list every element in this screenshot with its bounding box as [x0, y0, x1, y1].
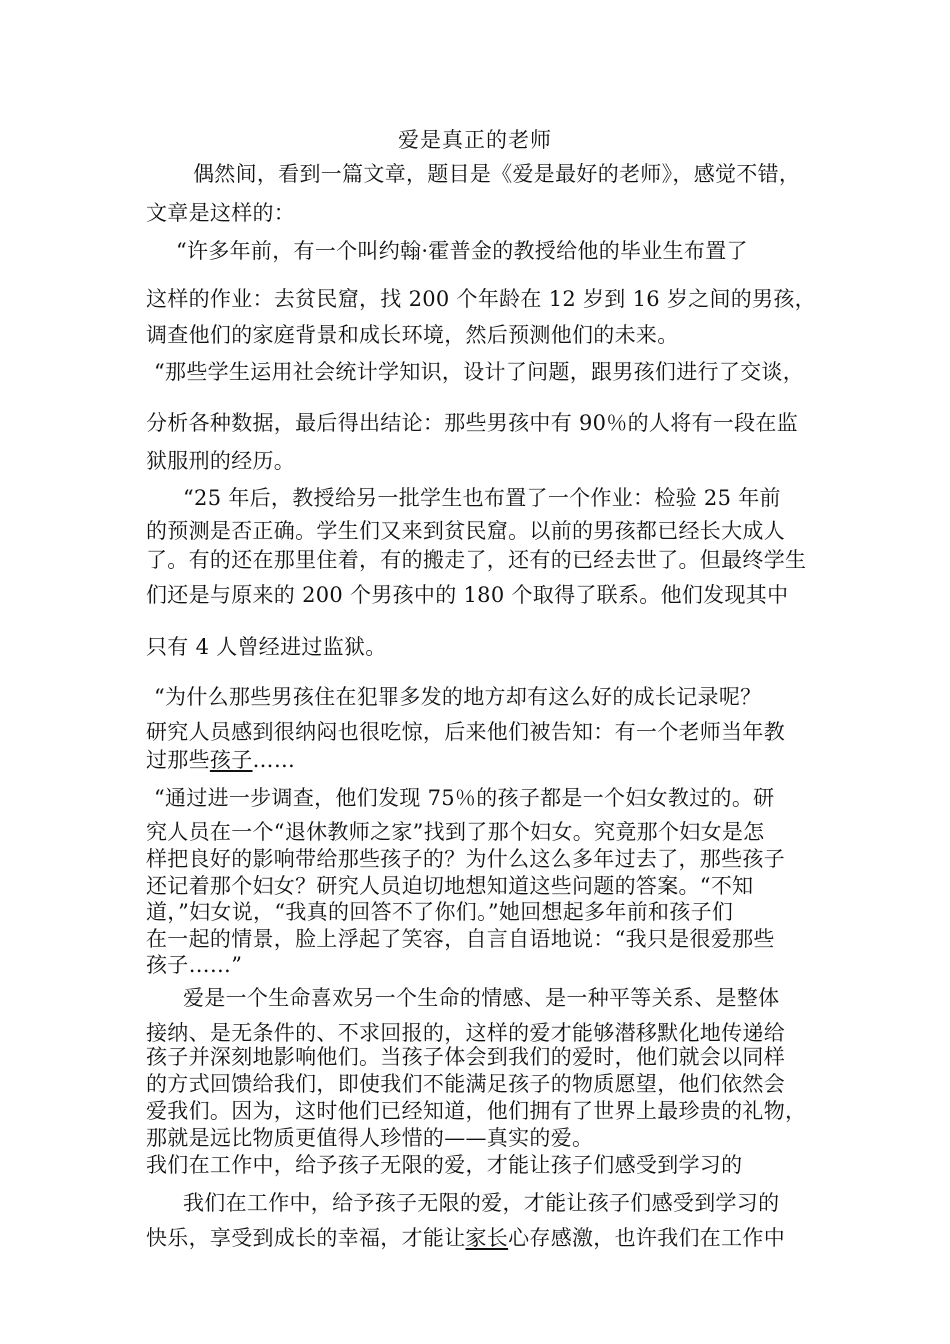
paragraph-line: 文章是这样的： [146, 201, 296, 225]
paragraph-line: 我们在工作中，给予孩子无限的爱，才能让孩子们感受到学习的 [183, 1191, 780, 1215]
underlined-word: 家长 [465, 1226, 509, 1250]
paragraph-line: 们还是与原来的 200 个男孩中的 180 个取得了联系。他们发现其中 [146, 583, 789, 607]
paragraph-line: “为什么那些男孩住在犯罪多发的地方却有这么好的成长记录呢？ [154, 685, 762, 709]
paragraph-line: 狱服刑的经历。 [146, 449, 296, 473]
paragraph-line: 孩子并深刻地影响他们。当孩子体会到我们的爱时，他们就会以同样 [146, 1045, 785, 1069]
paragraph-line: 研究人员感到很纳闷也很吃惊，后来他们被告知：有一个老师当年教 [146, 720, 785, 744]
paragraph-line: 那就是远比物质更值得人珍惜的——真实的爱。 [146, 1126, 594, 1150]
paragraph-line: 还记着那个妇女？研究人员迫切地想知道这些问题的答案。“不知 [146, 874, 754, 898]
paragraph-line: 分析各种数据，最后得出结论：那些男孩中有 90％的人将有一段在监 [146, 411, 798, 435]
paragraph-line: 道，”妇女说，“我真的回答不了你们。”她回想起多年前和孩子们 [146, 900, 734, 924]
paragraph-line: 这样的作业：去贫民窟，找 200 个年龄在 12 岁到 16 岁之间的男孩， [146, 287, 816, 311]
paragraph-line: 调查他们的家庭背景和成长环境，然后预测他们的未来。 [146, 323, 679, 347]
paragraph-line: 只有 4 人曾经进过监狱。 [146, 635, 387, 659]
text-fragment: 过那些 [146, 748, 210, 772]
paragraph-line: 在一起的情景，脸上浮起了笑容，自言自语地说：“我只是很爱那些 [146, 927, 775, 951]
paragraph-line: “通过进一步调查，他们发现 75％的孩子都是一个妇女教过的。研 [154, 786, 775, 810]
document-title: 爱是真正的老师 [398, 128, 552, 152]
text-fragment: 心存感激，也许我们在工作中 [508, 1226, 786, 1250]
paragraph-line: 我们在工作中，给予孩子无限的爱，才能让孩子们感受到学习的 [146, 1153, 743, 1177]
underlined-word: 孩子 [209, 748, 253, 772]
paragraph-line-with-underline [146, 746, 818, 774]
text-fragment: 快乐，享受到成长的幸福，才能让 [146, 1226, 466, 1250]
paragraph-line: “许多年前，有一个叫约翰·霍普金的教授给他的毕业生布置了 [176, 239, 748, 263]
paragraph-line: 爱是一个生命喜欢另一个生命的情感、是一种平等关系、是整体 [183, 986, 780, 1010]
paragraph-line: 究人员在一个“退休教师之家”找到了那个妇女。究竟那个妇女是怎 [146, 820, 765, 844]
paragraph-line: 的预测是否正确。学生们又来到贫民窟。以前的男孩都已经长大成人 [146, 519, 785, 543]
paragraph-line: 接纳、是无条件的、不求回报的，这样的爱才能够潜移默化地传递给 [146, 1021, 785, 1045]
paragraph-line: “那些学生运用社会统计学知识，设计了问题，跟男孩们进行了交谈， [154, 360, 805, 384]
paragraph-line-with-underline [146, 1224, 818, 1252]
paragraph-line: 的方式回馈给我们，即使我们不能满足孩子的物质愿望，他们依然会 [146, 1072, 785, 1096]
paragraph-line: 了。有的还在那里住着，有的搬走了，还有的已经去世了。但最终学生 [146, 548, 807, 572]
text-fragment: …… [252, 748, 296, 772]
paragraph-line: 偶然间，看到一篇文章，题目是《爱是最好的老师》，感觉不错， [193, 162, 801, 186]
paragraph-line: 样把良好的影响带给那些孩子的？为什么这么多年过去了，那些孩子 [146, 847, 785, 871]
paragraph-line: 爱我们。因为，这时他们已经知道，他们拥有了世界上最珍贵的礼物， [146, 1099, 807, 1123]
paragraph-line: 孩子……” [146, 953, 243, 977]
paragraph-line: “25 年后，教授给另一批学生也布置了一个作业：检验 25 年前 [183, 486, 781, 510]
